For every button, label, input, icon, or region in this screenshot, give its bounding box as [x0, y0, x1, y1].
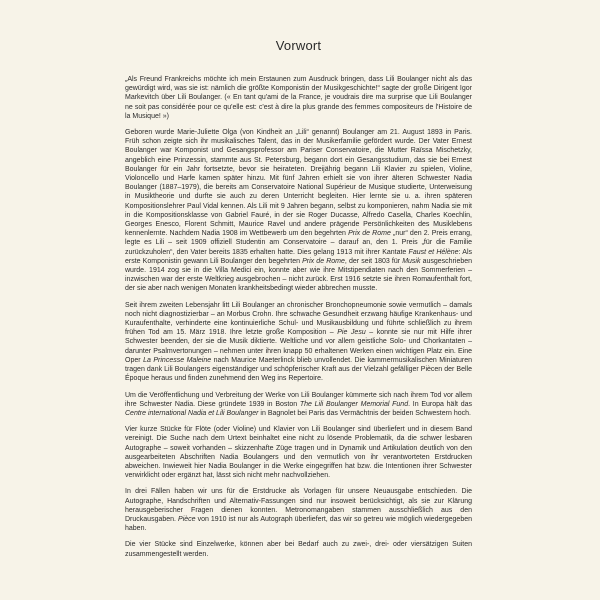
- paragraph-illness: Seit ihrem zweiten Lebensjahr litt Lili Boulanger an chronischer Bronchopneumonie sowie vermutlich – damals noch nicht diagnostizierbar – an Morbus Crohn. Ihre schwache Gesundheit erzwang häufige Krankenhaus- und Kuraufenthalte, verhinderte eine kontinuierliche Schul- und Musikausbildung und führte schließlich zu ihrem frühen Tod am 15. März 1918. Ihre letzte große Komposition – Pie Jesu – konnte sie nur mit Hilfe ihrer Schwester beenden, der sie die Musik diktierte. Weltliche und vor allem geistliche Solo- und Chorkantaten – darunter Psalmvertonungen – nehmen unter ihren knapp 50 erhaltenen Werken einen wichtigen Platz ein. Eine Oper La Princesse Maleine nach Maurice Maeterlinck blieb unvollendet. Die kammermusikalischen Miniaturen tragen dank Lili Boulangers eigenständiger und schöpferischer Kraft aus der Vielzahl gefälliger Piècen der Belle Époque heraus und finden zunehmend den Weg ins Repertoire.: [125, 301, 472, 383]
- page-title: Vorwort: [275, 38, 322, 53]
- paragraph-biography: Geboren wurde Marie-Juliette Olga (von Kindheit an „Lili“ genannt) Boulanger am 21. August 1893 in Paris. Früh schon zeigte sich ihr musikalisches Talent, das in der Musikerfamilie gefördert wurde. Der Vater Ernest Boulanger war Komponist und Gesangsprofessor am Pariser Conservatoire, die Mutter Raïssa Mischetzky, angeblich eine Prinzessin, stammte aus St. Petersburg, begann dort ein Gesangsstudium, das sie bei Ernest Boulanger für ein Jahr fortsetzte, bevor sie heirateten. Dreijährig begann Lili Klavier zu spielen, Violine, Violoncello und Harfe kamen später hinzu. Mit fünf Jahren erhielt sie von ihrer älteren Schwester Nadia Boulanger (1887–1979), die bereits am Conservatoire National Supérieur de Musique studierte, Unterweisung in Musiktheorie und durfte sie auch zu deren Unterricht begleiten. Hier lernte sie u. a. ihren späteren Kompositionslehrer Paul Vidal kennen. Als Lili mit 9 Jahren begann, selbst zu komponieren, nahm Nadia sie mit in die Kompositionsklasse von Gabriel Fauré, in der sie Roger Ducasse, Alfredo Casella, Charles Koechlin, Georges Enesco, Florent Schmitt, Maurice Ravel und andere prägende Persönlichkeiten des Musiklebens kennenlernte. Nachdem Nadia 1908 im Wettbewerb um den begehrten Prix de Rome „nur“ den 2. Preis errang, legte es Lili – seit 1909 offiziell Studentin am Conservatoire – darauf an, den 1. Preis „für die Familie zurückzuholen“, den Vater bereits 1835 erhalten hatte. Dies gelang 1913 mit ihrer Kantate Faust et Hélène: Als erste Komponistin gewann Lili Boulanger den begehrten Prix de Rome, der seit 1803 für Musik ausgeschrieben wurde. 1914 zog sie in die Villa Medici ein, konnte aber wie ihre Mitstipendiaten nach den Sommerferien – inzwischen war der erste Weltkrieg ausgebrochen – nicht zurück. Erst 1916 setzte sie ihren Romaufenthalt fort, der sie aber nach wenigen Monaten krankheitsbedingt wieder abbrechen musste.: [125, 129, 473, 293]
- paragraph-legacy: Um die Veröffentlichung und Verbreitung der Werke von Lili Boulanger kümmerte sich nach ihrem Tod vor allem ihre Schwester Nadia. Diese gründete 1939 in Boston The Lili Boulanger Memorial Fund. In Europa hält das Centre international Nadia et Lili Boulanger in Bagnolet bei Paris das Vermächtnis der beiden Schwestern hoch.: [125, 391, 472, 417]
- paragraph-quote: „Als Freund Frankreichs möchte ich mein Erstaunen zum Ausdruck bringen, dass Lili Boulanger nicht als das gewürdigt wird, was sie ist: nämlich die größte Komponistin der Musikgeschichte!“ sagte der große Dirigent Igor Markevitch über Lili Boulanger. (« En tant qu'ami de la France, je voudrais dire ma surprise que Lili Boulanger ne soit pas considérée pour ce qu'elle est: c'est à dire la plus grande des femmes compositeurs de l'Histoire de la Musique! »): [125, 76, 472, 120]
- paragraph-pieces: Vier kurze Stücke für Flöte (oder Violine) und Klavier von Lili Boulanger sind überliefert und in diesem Band vereinigt. Die Suche nach dem Urtext beinhaltet eine nicht zu lösende Problematik, da die schwer lesbaren Autographe – soweit vorhanden – skizzenhafte Züge tragen und in Dynamik und Artikulation deutlich von den ausgearbeiteten Abschriften Nadia Boulangers und den vermutlich von ihr verantworteten Erstdrucken abweichen. Inwieweit hier Nadia Boulanger in die Werke eingegriffen hat bzw. die Intentionen ihrer Schwester verwirklicht oder ergänzt hat, lässt sich nicht mehr nachvollziehen.: [125, 426, 472, 480]
- paragraph-sources: In drei Fällen haben wir uns für die Erstdrucke als Vorlagen für unsere Neuausgabe entschieden. Die Autographe, Handschriften und Alternativ-Fassungen sind nur insoweit berücksichtigt, als sie zur Klärung herausgeberischer Fragen dienen konnten. Metronomangaben stammen ausschließlich aus den Druckausgaben. Pièce von 1910 ist nur als Autograph überliefert, das wir so getreu wie möglich wiedergegeben haben.: [125, 488, 473, 533]
- paragraph-suites: Die vier Stücke sind Einzelwerke, können aber bei Bedarf auch zu zwei-, drei- oder viersätzigen Suiten zusammengestellt werden.: [125, 541, 472, 558]
